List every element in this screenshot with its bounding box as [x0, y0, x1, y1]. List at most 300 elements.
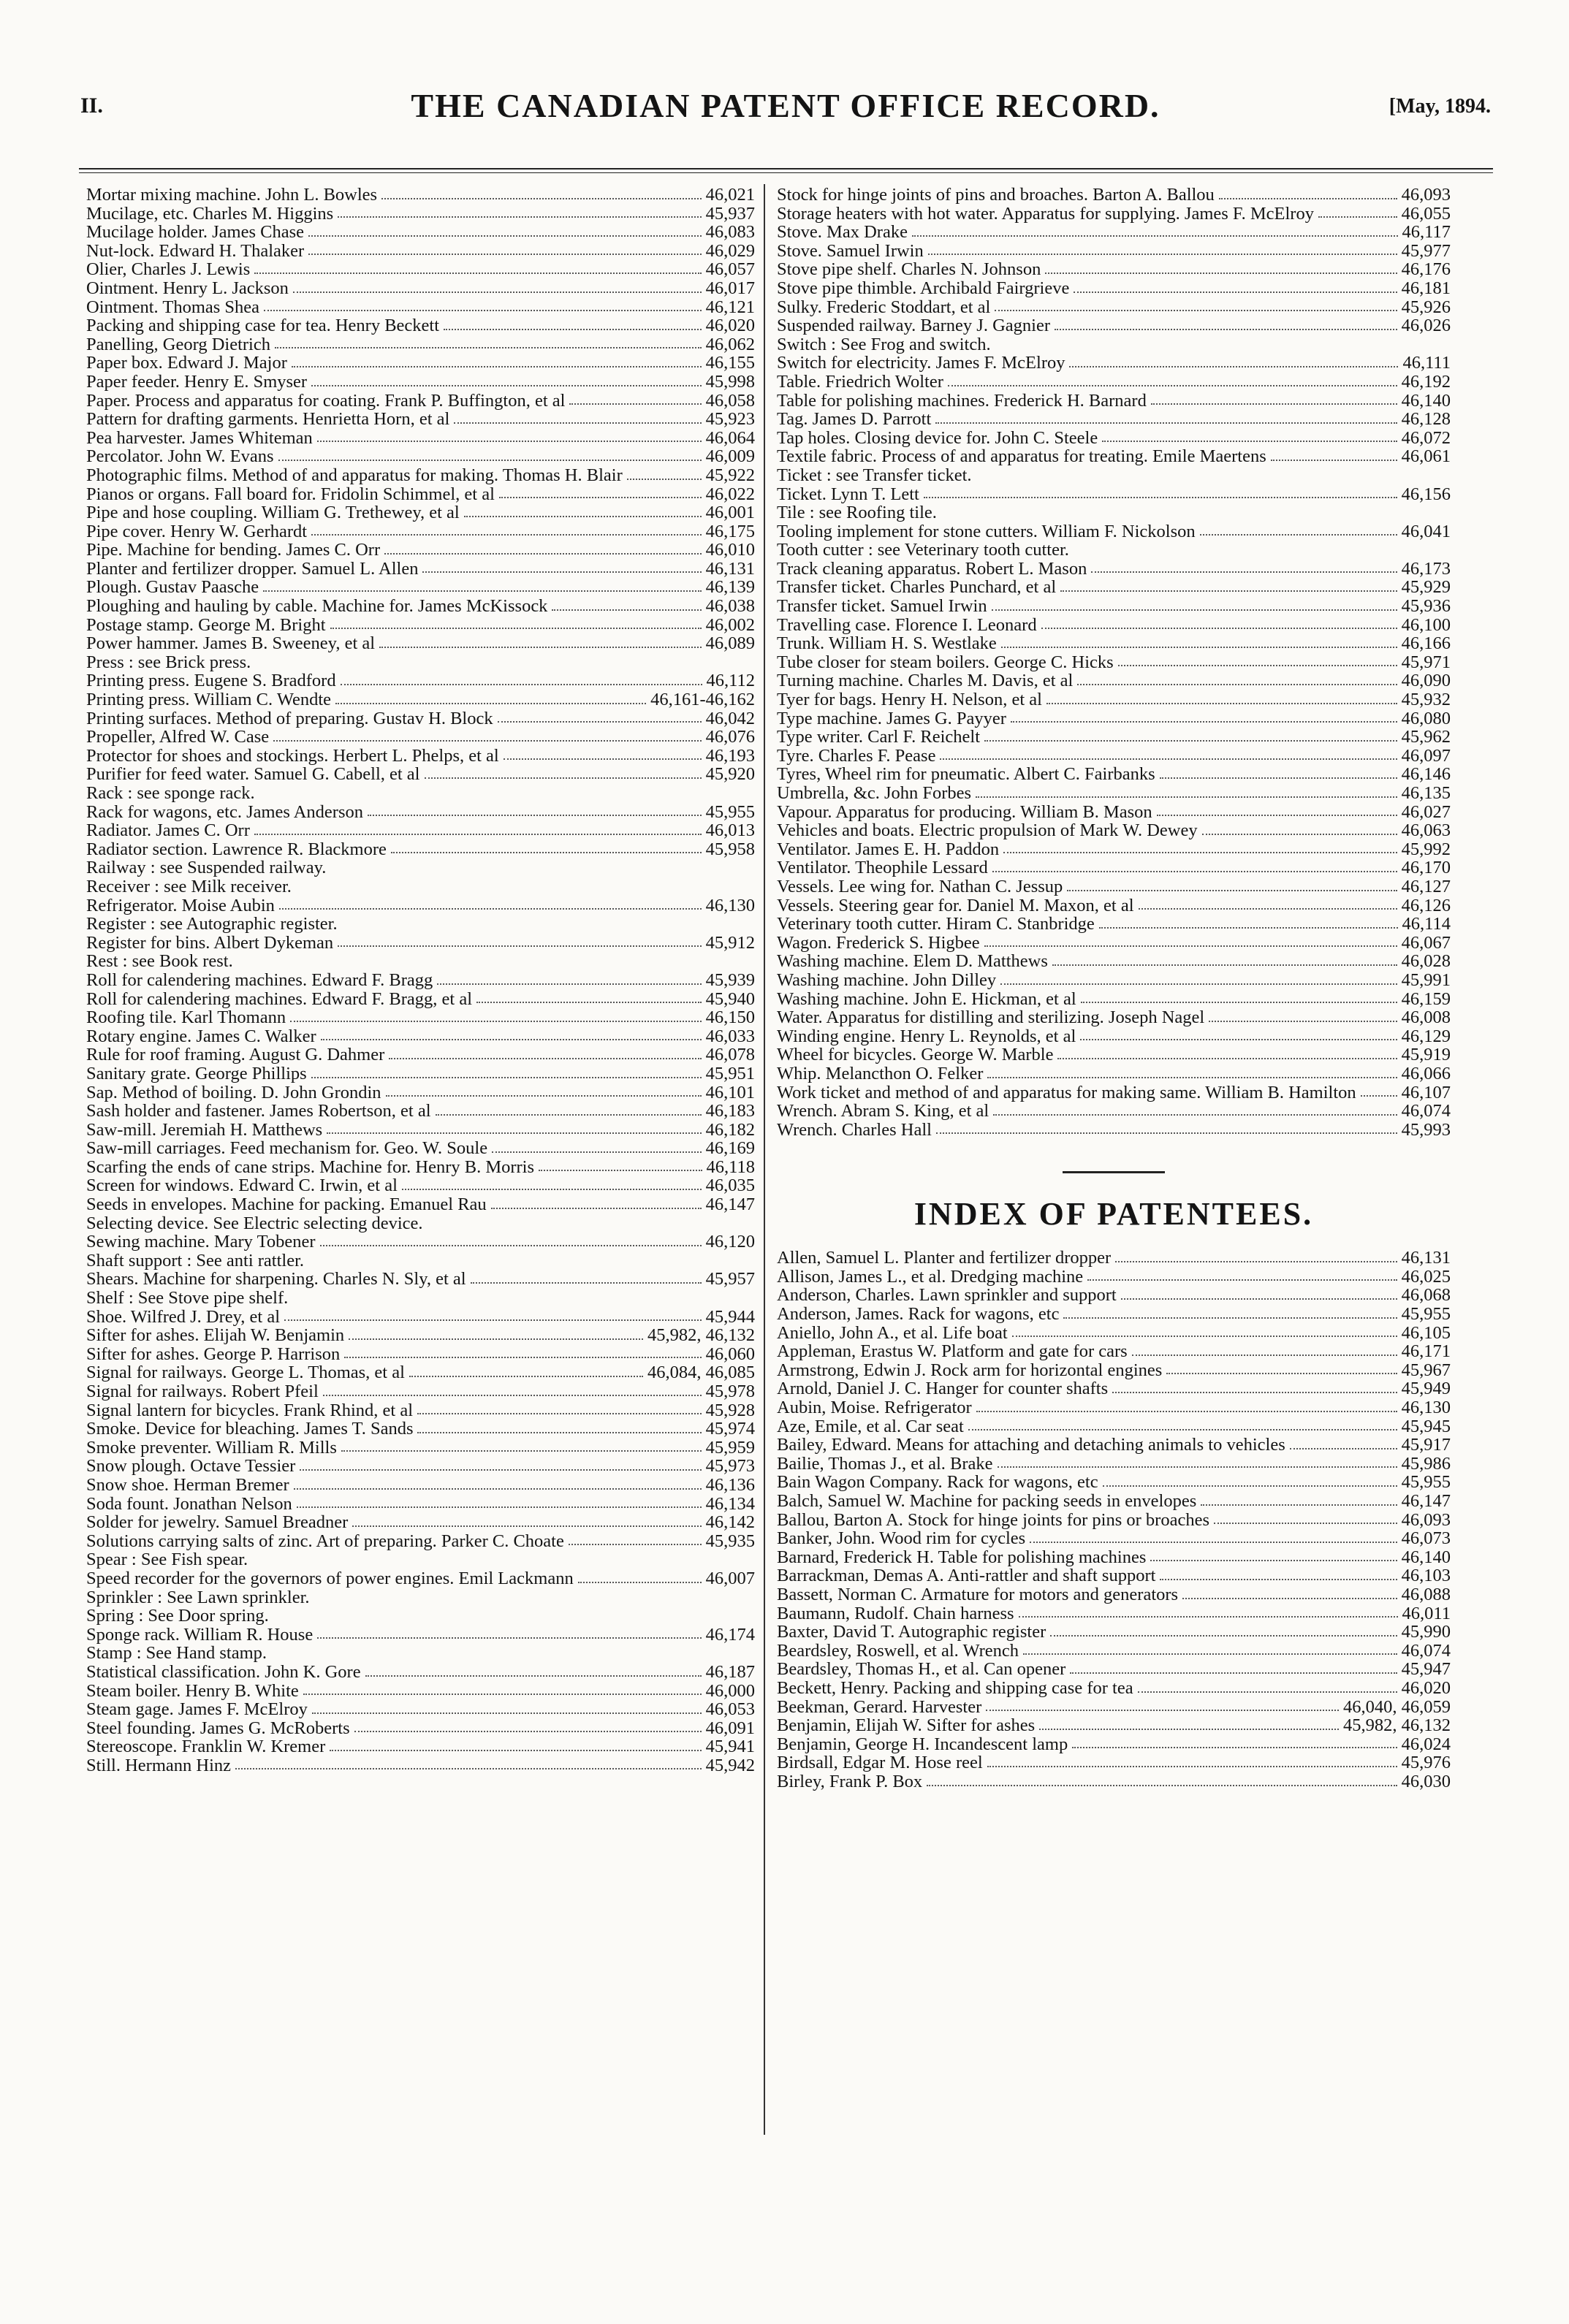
entry-text: Beardsley, Thomas H., et al. Can opener: [777, 1659, 1066, 1680]
entry-text: Beekman, Gerard. Harvester: [777, 1696, 982, 1717]
dot-leader: [1112, 1392, 1397, 1393]
entry-text: Allison, James L., et al. Dredging machine: [777, 1266, 1084, 1287]
dot-leader: [444, 329, 702, 330]
index-entry: [777, 1083, 1451, 1102]
entry-text: Bailie, Thomas J., et al. Brake: [777, 1453, 993, 1474]
entry-text: Saw-mill carriages. Feed mechanism for. Geo. W. Soule: [86, 1138, 488, 1159]
dot-leader: [1080, 1039, 1397, 1040]
patent-number: 46,111: [1402, 353, 1451, 373]
dot-leader: [1118, 665, 1397, 666]
patent-number: 46,174: [705, 1624, 755, 1645]
entry-text: Radiator. James C. Orr: [86, 820, 250, 841]
index-entry: [777, 1008, 1451, 1027]
patent-number: 46,055: [1401, 203, 1451, 224]
entry-text: Aniello, John A., et al. Life boat: [777, 1322, 1008, 1343]
index-entry: [777, 1342, 1451, 1361]
patent-number: 45,935: [705, 1531, 755, 1551]
entry-text: Birley, Frank P. Box: [777, 1771, 923, 1791]
dot-leader: [263, 590, 702, 592]
dot-leader: [1166, 1373, 1397, 1374]
patent-number: 46,139: [705, 577, 755, 598]
dot-leader: [987, 1766, 1397, 1767]
index-entry: [86, 915, 755, 934]
patent-number: 45,926: [1401, 297, 1451, 317]
entry-text: Olier, Charles J. Lewis: [86, 259, 251, 280]
patent-number: 45,912: [705, 932, 755, 953]
entry-text: Stock for hinge joints of pins and broaches. Barton A. Ballou: [777, 185, 1215, 205]
dot-leader: [389, 1058, 701, 1059]
entry-text: Pipe. Machine for bending. James C. Orr: [86, 540, 381, 560]
entry-text: Panelling, Georg Dietrich: [86, 334, 270, 354]
index-entry: [777, 1660, 1451, 1679]
entry-text: Barnard, Frederick H. Table for polishing machines: [777, 1547, 1147, 1567]
index-entry: [86, 747, 755, 766]
patent-number: 46,061: [1401, 446, 1451, 467]
dot-leader: [948, 385, 1397, 386]
entry-text: Smoke. Device for bleaching. James T. Sands: [86, 1419, 414, 1439]
patent-number: 46,140: [1401, 390, 1451, 411]
entry-text: Power hammer. James B. Sweeney, et al: [86, 633, 376, 654]
index-entry: [86, 653, 755, 672]
patent-number: 46,058: [705, 390, 755, 411]
entry-text: Still. Hermann Hinz: [86, 1755, 232, 1775]
dot-leader: [1209, 1021, 1397, 1022]
dot-leader: [569, 1544, 702, 1545]
index-entry: [86, 616, 755, 635]
index-entry: [86, 952, 755, 971]
dot-leader: [330, 1750, 701, 1751]
dot-leader: [417, 1432, 701, 1433]
entry-text: Pipe cover. Henry W. Gerhardt: [86, 521, 308, 541]
entry-text: Storage heaters with hot water. Apparatus for supplying. James F. McElroy: [777, 203, 1314, 224]
index-entry: [777, 242, 1451, 261]
patent-number: 46,062: [705, 334, 755, 354]
entry-text: Stove pipe shelf. Charles N. Johnson: [777, 259, 1041, 280]
index-entry: [777, 392, 1451, 411]
patent-number: 45,971: [1401, 652, 1451, 672]
dot-leader: [437, 983, 701, 985]
patent-number: 46,140: [1401, 1547, 1451, 1567]
patent-number: 46,100: [1401, 614, 1451, 635]
dot-leader: [293, 292, 702, 293]
index-entry: [777, 1324, 1451, 1343]
index-entry: [86, 541, 755, 560]
patent-number: 46,008: [1401, 1007, 1451, 1028]
entry-text: Register for bins. Albert Dykeman: [86, 932, 334, 953]
subject-index-continued: [777, 186, 1451, 1139]
entry-text: Register : see Autographic register.: [86, 914, 338, 934]
index-entry: [86, 447, 755, 466]
index-entry: [86, 1158, 755, 1177]
patent-number: 46,017: [705, 278, 755, 298]
dot-leader: [1201, 1504, 1397, 1506]
index-entry: [86, 1644, 755, 1663]
entry-text: Tag. James D. Parrott: [777, 409, 932, 430]
index-entry: [777, 747, 1451, 766]
patent-number: 46,130: [1401, 1398, 1451, 1418]
dot-leader: [1160, 777, 1397, 779]
dot-leader: [1361, 1095, 1397, 1097]
index-entry: [86, 503, 755, 522]
patent-number: 45,945: [1401, 1416, 1451, 1436]
patent-number: 45,942: [705, 1755, 755, 1775]
entry-text: Vehicles and boats. Electric propulsion of Mark W. Dewey: [777, 820, 1198, 841]
index-entry: [777, 466, 1451, 485]
dot-leader: [454, 422, 701, 424]
entry-text: Spear : See Fish spear.: [86, 1550, 248, 1570]
dot-leader: [354, 1731, 702, 1732]
index-entry: [86, 858, 755, 877]
dot-leader: [1214, 1523, 1397, 1524]
dot-leader: [1001, 647, 1397, 648]
dot-leader: [386, 1095, 702, 1097]
index-entry: [86, 765, 755, 784]
entry-text: Sanitary grate. George Phillips: [86, 1063, 307, 1083]
dot-leader: [912, 235, 1398, 237]
entry-text: Umbrella, &c. John Forbes: [777, 783, 972, 803]
dot-leader: [422, 571, 701, 573]
dot-leader: [993, 1114, 1397, 1116]
index-entry: [777, 1064, 1451, 1083]
patent-number: 46,127: [1401, 876, 1451, 896]
index-entry: [86, 205, 755, 224]
index-entry: [777, 616, 1451, 635]
entry-text: Saw-mill. Jeremiah H. Matthews: [86, 1119, 323, 1140]
index-entry: [86, 990, 755, 1009]
entry-text: Sulky. Frederic Stoddart, et al: [777, 297, 991, 317]
patent-number: 46,021: [705, 185, 755, 205]
patent-number: 45,998: [705, 371, 755, 392]
dot-leader: [1102, 441, 1397, 442]
index-entry: [86, 709, 755, 728]
entry-text: Signal for railways. George L. Thomas, et al: [86, 1363, 405, 1383]
entry-text: Barrackman, Demas A. Anti-rattler and shaft support: [777, 1566, 1156, 1586]
dot-leader: [254, 834, 702, 835]
dot-leader: [1132, 1355, 1397, 1356]
patent-number: 46,072: [1401, 427, 1451, 448]
index-entry: [86, 1401, 755, 1420]
entry-text: Packing and shipping case for tea. Henry Beckett: [86, 316, 440, 336]
entry-text: Scarfing the ends of cane strips. Machine for. Henry B. Morris: [86, 1157, 535, 1177]
dot-leader: [1041, 628, 1397, 629]
index-entry: [86, 522, 755, 541]
patent-number: 46,001: [705, 503, 755, 523]
patent-number: 46,020: [1401, 1677, 1451, 1698]
patent-number: 46,155: [705, 353, 755, 373]
entry-text: Tooth cutter : see Veterinary tooth cutter.: [777, 540, 1069, 560]
dot-leader: [578, 1582, 702, 1583]
index-entry: [777, 1529, 1451, 1548]
dot-leader: [924, 497, 1397, 498]
entry-text: Mucilage, etc. Charles M. Higgins: [86, 203, 334, 224]
patent-number: 45,982, 46,132: [1343, 1715, 1451, 1736]
patent-number: 46,093: [1401, 1509, 1451, 1530]
dot-leader: [1151, 403, 1397, 405]
dot-leader: [1072, 1747, 1397, 1748]
entry-text: Pattern for drafting garments. Henrietta Horn, et al: [86, 409, 450, 430]
entry-text: Steel founding. James G. McRoberts: [86, 1718, 350, 1738]
entry-text: Appleman, Erastus W. Platform and gate for cars: [777, 1341, 1128, 1362]
patent-number: 46,142: [705, 1512, 755, 1533]
index-entry: [86, 840, 755, 859]
dot-leader: [1138, 1691, 1397, 1693]
patent-number: 46,118: [706, 1157, 755, 1177]
patent-number: 46,041: [1401, 521, 1451, 541]
dot-leader: [1063, 1317, 1397, 1319]
dot-leader: [1067, 890, 1397, 891]
index-entry: [86, 1008, 755, 1027]
index-entry: [777, 1698, 1451, 1717]
entry-text: Steam gage. James F. McElroy: [86, 1699, 308, 1720]
index-entry: [86, 1345, 755, 1364]
dot-leader: [1012, 1336, 1397, 1337]
entry-text: Vapour. Apparatus for producing. William B. Mason: [777, 801, 1152, 822]
patent-number: 46,171: [1401, 1341, 1451, 1362]
index-entry: [777, 1566, 1451, 1585]
entry-text: Roll for calendering machines. Edward F. Bragg: [86, 969, 433, 990]
index-entry: [86, 1102, 755, 1121]
patent-number: 46,150: [705, 1007, 755, 1028]
index-entry: [86, 671, 755, 690]
entry-text: Veterinary tooth cutter. Hiram C. Stanbridge: [777, 914, 1095, 934]
dot-leader: [539, 1170, 702, 1171]
patent-number: 46,038: [705, 596, 755, 617]
patent-number: 46,170: [1401, 858, 1451, 878]
entry-text: Stove. Samuel Irwin: [777, 240, 924, 261]
index-entry: [777, 1585, 1451, 1604]
dot-leader: [471, 1282, 702, 1284]
entry-text: Roofing tile. Karl Thomann: [86, 1007, 286, 1028]
index-entry: [777, 1492, 1451, 1511]
dot-leader: [349, 1338, 643, 1340]
patent-number: 46,066: [1401, 1063, 1451, 1083]
dot-leader: [1290, 1448, 1397, 1449]
index-entry: [777, 915, 1451, 934]
patent-number: 45,923: [705, 409, 755, 430]
index-entry: [777, 1436, 1451, 1455]
dot-leader: [391, 852, 702, 853]
patent-number: 46,083: [705, 222, 755, 243]
entry-text: Beckett, Henry. Packing and shipping case for tea: [777, 1677, 1133, 1698]
dot-leader: [254, 273, 701, 274]
index-entry: [777, 896, 1451, 915]
patent-number: 45,955: [705, 801, 755, 822]
patent-number: 46,192: [1401, 371, 1451, 392]
index-entry: [777, 279, 1451, 298]
dot-leader: [1000, 983, 1397, 985]
dot-leader: [1023, 1653, 1397, 1655]
entry-text: Press : see Brick press.: [86, 652, 251, 672]
patent-number: 46,175: [705, 521, 755, 541]
entry-text: Tile : see Roofing tile.: [777, 503, 937, 523]
patent-number: 45,977: [1401, 240, 1451, 261]
patent-number: 45,962: [1401, 727, 1451, 747]
dot-leader: [284, 1319, 702, 1321]
dot-leader: [1103, 1485, 1397, 1487]
index-entry: [86, 279, 755, 298]
index-entry: [777, 223, 1451, 242]
index-entry: [777, 429, 1451, 448]
entry-text: Railway : see Suspended railway.: [86, 858, 327, 878]
entry-text: Stove pipe thimble. Archibald Fairgrieve: [777, 278, 1070, 298]
dot-leader: [1099, 927, 1398, 929]
index-of-patentees-heading: INDEX OF PATENTEES.: [913, 1196, 1314, 1233]
entry-text: Spring : See Door spring.: [86, 1606, 269, 1626]
dot-leader: [235, 1768, 702, 1769]
patent-number: 46,183: [705, 1101, 755, 1121]
patent-number: 46,029: [705, 240, 755, 261]
dot-leader: [1060, 590, 1397, 592]
index-entry: [777, 1361, 1451, 1380]
dot-leader: [425, 777, 702, 779]
index-entry: [777, 934, 1451, 953]
patent-number: 46,173: [1401, 558, 1451, 579]
patent-number: 46,135: [1401, 783, 1451, 803]
patent-number: 46,020: [705, 316, 755, 336]
entry-text: Planter and fertilizer dropper. Samuel L. Allen: [86, 558, 419, 579]
patent-number: 45,978: [705, 1382, 755, 1401]
entry-text: Tap holes. Closing device for. John C. Steele: [777, 427, 1098, 448]
dot-leader: [300, 1469, 701, 1471]
entry-text: Birdsall, Edgar M. Hose reel: [777, 1753, 983, 1773]
index-entry: [86, 1270, 755, 1289]
entry-text: Paper feeder. Henry E. Smyser: [86, 371, 308, 392]
index-entry: [777, 205, 1451, 224]
entry-text: Ploughing and hauling by cable. Machine for. James McKissock: [86, 596, 548, 617]
index-entry: [86, 784, 755, 803]
patent-number: 45,929: [1401, 577, 1451, 598]
dot-leader: [292, 366, 702, 367]
patent-number: 46,076: [705, 727, 755, 747]
entry-text: Travelling case. Florence I. Leonard: [777, 614, 1037, 635]
index-entry: [86, 1083, 755, 1102]
patent-number: 46,035: [705, 1176, 755, 1196]
index-entry: [777, 447, 1451, 466]
dot-leader: [1271, 460, 1397, 461]
dot-leader: [384, 553, 702, 555]
dot-leader: [338, 945, 701, 947]
index-entry: [86, 316, 755, 335]
dot-leader: [476, 1002, 702, 1003]
index-entry: [777, 1268, 1451, 1287]
patent-number: 46,182: [705, 1119, 755, 1140]
entry-text: Textile fabric. Process of and apparatus for treating. Emile Maertens: [777, 446, 1266, 467]
entry-text: Rack : see sponge rack.: [86, 783, 255, 803]
patent-number: 45,955: [1401, 1472, 1451, 1493]
entry-text: Roll for calendering machines. Edward F. Bragg, et al: [86, 988, 473, 1009]
patent-number: 46,040, 46,059: [1343, 1696, 1451, 1717]
dot-leader: [275, 347, 702, 348]
patent-number: 45,951: [705, 1063, 755, 1083]
index-entry: [777, 1716, 1451, 1735]
entry-text: Statistical classification. John K. Gore: [86, 1661, 361, 1682]
index-entry: [86, 1439, 755, 1458]
index-entry: [777, 1735, 1451, 1754]
entry-text: Ointment. Thomas Shea: [86, 297, 260, 317]
dot-leader: [928, 254, 1397, 255]
entry-text: Benjamin, George H. Incandescent lamp: [777, 1734, 1068, 1754]
index-entry: [86, 1382, 755, 1401]
entry-text: Solder for jewelry. Samuel Breadner: [86, 1512, 349, 1533]
dot-leader: [317, 441, 702, 442]
dot-leader: [417, 1413, 702, 1414]
dot-leader: [1030, 1542, 1397, 1543]
entry-text: Shelf : See Stove pipe shelf.: [86, 1288, 289, 1308]
dot-leader: [968, 1429, 1397, 1430]
dot-leader: [320, 1245, 702, 1246]
entry-text: Solutions carrying salts of zinc. Art of preparing. Parker C. Choate: [86, 1531, 564, 1551]
patent-number: 46,159: [1401, 988, 1451, 1009]
index-entry: [86, 429, 755, 448]
patent-number: 46,107: [1401, 1082, 1451, 1102]
patent-number: 46,033: [705, 1026, 755, 1046]
entry-text: Transfer ticket. Charles Punchard, et al: [777, 577, 1057, 598]
index-entry: [86, 803, 755, 822]
index-of-patentees-list: [777, 1249, 1451, 1791]
index-entry: [86, 1476, 755, 1495]
index-entry: [86, 1737, 755, 1756]
patent-number: 46,042: [705, 708, 755, 728]
entry-text: Rotary engine. James C. Walker: [86, 1026, 316, 1046]
entry-text: Washing machine. Elem D. Matthews: [777, 951, 1048, 972]
patent-number: 46,131: [1401, 1248, 1451, 1268]
entry-text: Wheel for bicycles. George W. Marble: [777, 1045, 1054, 1065]
dot-leader: [976, 796, 1397, 798]
entry-text: Signal lantern for bicycles. Frank Rhind, et al: [86, 1400, 414, 1420]
patent-number: 46,176: [1401, 259, 1451, 280]
index-entry: [777, 858, 1451, 877]
patent-number: 45,940: [705, 988, 755, 1009]
patent-number: 45,941: [705, 1737, 755, 1757]
dot-leader: [335, 703, 646, 704]
entry-text: Photographic films. Method of and apparatus for making. Thomas H. Blair: [86, 465, 623, 485]
patent-number: 46,074: [1401, 1640, 1451, 1661]
patent-number: 45,936: [1401, 596, 1451, 617]
patent-number: 46,091: [705, 1718, 755, 1738]
patent-number: 45,937: [705, 203, 755, 224]
index-entry: [777, 877, 1451, 896]
patent-number: 46,007: [705, 1568, 755, 1588]
patent-number: 46,187: [705, 1661, 755, 1682]
dot-leader: [312, 1712, 702, 1714]
index-entry: [777, 690, 1451, 709]
index-entry: [86, 1756, 755, 1775]
entry-text: Printing press. Eugene S. Bradford: [86, 671, 336, 691]
dot-leader: [279, 908, 702, 910]
patent-number: 45,967: [1401, 1360, 1451, 1380]
entry-text: Switch : See Frog and switch.: [777, 334, 991, 354]
dot-leader: [1139, 908, 1397, 910]
entry-text: Track cleaning apparatus. Robert L. Mason: [777, 558, 1087, 579]
index-entry: [777, 1102, 1451, 1121]
entry-text: Mucilage holder. James Chase: [86, 222, 305, 243]
right-column: [777, 186, 1451, 1791]
entry-text: Snow plough. Octave Tessier: [86, 1456, 296, 1477]
index-entry: [86, 223, 755, 242]
dot-leader: [311, 385, 702, 386]
dot-leader: [341, 684, 702, 685]
dot-leader: [998, 1466, 1397, 1468]
dot-leader: [308, 254, 701, 255]
entry-text: Bassett, Norman C. Armature for motors and generators: [777, 1584, 1179, 1604]
index-entry: [777, 1379, 1451, 1398]
dot-leader: [987, 1077, 1397, 1078]
entry-text: Vessels. Steering gear for. Daniel M. Maxon, et al: [777, 895, 1134, 915]
patent-number: 46,009: [705, 446, 755, 467]
dot-leader: [311, 534, 702, 536]
entry-text: Suspended railway. Barney J. Gagnier: [777, 316, 1050, 336]
index-entry: [86, 934, 755, 953]
